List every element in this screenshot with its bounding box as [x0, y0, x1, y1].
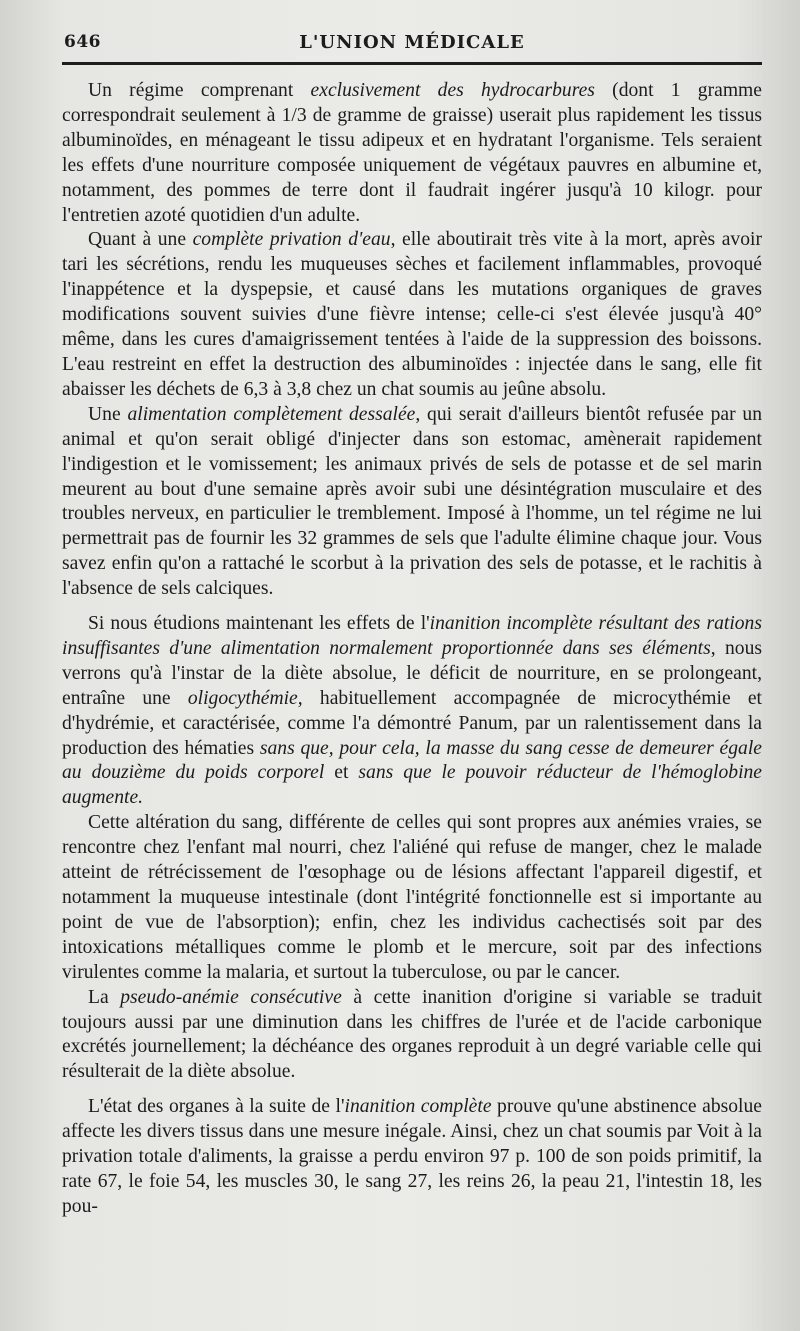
text-run: La	[88, 986, 121, 1008]
text-run: Une	[88, 403, 128, 425]
text-run: L'état des organes à la suite de l'	[88, 1096, 345, 1118]
page-number: 646	[64, 32, 101, 52]
running-title: L'UNION MÉDICALE	[299, 32, 525, 53]
italic-run: sans que, pour cela, la masse du sang cesse de demeurer égale au douzième du poids corporel	[62, 737, 762, 784]
italic-run: inanition complète	[344, 1096, 492, 1118]
text-run: Un régime comprenant	[88, 80, 311, 101]
text-run: Cette altération du sang, différente de celles qui sont propres aux anémies vraies, se rencontre chez l'enfant mal nourri, chez l'aliéné qui refuse de manger, chez le malade atteint de rétrécissement de l'œsophage ou de lésions affectant l'appareil digestif, et notamment la muqueuse intestinale (dont l'intégrité fonctionnelle est si importante au point de vue de l'absorption); enfin, chez les individus cachectisés soit par des intoxications métalliques comme le plomb et le mercure, soit par des infections virulentes comme la malaria, et surtout la tuberculose, ou par le cancer.	[62, 812, 762, 983]
italic-run: sans que le pouvoir réducteur de l'hémoglobine augmente.	[62, 762, 762, 809]
italic-run: inanition incomplète résultant des rations insuffisantes d'une alimentation normalement proportionnée dans ses éléments	[62, 613, 762, 659]
italic-run: pseudo-anémie consécutive	[120, 986, 342, 1008]
header-rule	[62, 62, 762, 65]
paragraph-alteration-sang	[62, 811, 762, 985]
text-run: et	[324, 762, 359, 784]
text-run: Quant à une	[88, 229, 193, 251]
text-run: , qui serait d'ailleurs bientôt refusée par un animal et qu'on serait obligé d'injecter dans son estomac, amènerait rapidement l'indigestion et le vomissement; les animaux privés de sels de potasse et de sel marin meurent au bout d'une semaine après avoir subi une désintégration musculaire et des troubles nerveux, en particulier le tremblement. Imposé à l'homme, un tel régime ne lui permettrait pas de fournir les 32 grammes de sels que l'adulte élimine chaque jour. Vous savez enfin qu'on a rattaché le scorbut à la privation des sels de potasse, et le rachitis à l'absence de sels calciques.	[62, 403, 762, 600]
paragraph-pseudo-anemie	[62, 986, 762, 1086]
text-run: Si nous étudions maintenant les effets de l'	[88, 613, 430, 635]
text-run: (dont 1 gramme correspondrait seulement à 1/3 de gramme de graisse) userait plus rapidement les tissus albuminoïdes, en ménageant le tissu adipeux et en hydratant l'organisme. Tels seraient les effets d'une nourriture composée uniquement de végétaux pauvres en albumine et, notamment, des pommes de terre dont il faudrait ingérer jusqu'à 10 kilogr. pour l'entretien azoté quotidien d'un adulte.	[62, 80, 762, 226]
article-body	[62, 79, 762, 1220]
text-run: habituellement accompagnée de microcythémie et d'hydrémie, et caractérisée, comme l'a démontré Panum, par un ralentissement dans la production des hématies	[62, 687, 763, 759]
italic-run: complète privation d'eau	[192, 229, 391, 251]
paragraph-inanition-incomplete	[62, 612, 762, 811]
text-run: , elle aboutirait très vite à la mort, après avoir tari les sécrétions, rendu les muqueuses sèches et facilement inflammables, provoqué l'inappétence et la dyspepsie, et causé dans les mutations organiques de graves modifications souvent suivies d'une fièvre intense; celle-ci s'est élevée jusqu'à 40° même, dans les cures d'amaigrissement tentées à l'aide de la suppression des boissons. L'eau restreint en effet la destruction des albuminoïdes : injectée dans le sang, elle fit abaisser les déchets de 6,3 à 3,8 chez un chat soumis au jeûne absolu.	[62, 229, 762, 400]
paragraph-etat-organes	[62, 1095, 762, 1220]
paragraph-alimentation-dessalee	[62, 403, 762, 602]
text-run: prouve qu'une abstinence absolue affecte les divers tissus dans une mesure inégale. Ainsi, chez un chat soumis par Voit à la privation totale d'aliments, la graisse a perdu environ 97 p. 100 de son poids primitif, la rate 67, le foie 54, les muscles 30, le sang 27, les reins 26, la peau 21, l'intestin 18, les pou-	[62, 1096, 762, 1217]
italic-run: exclusivement des hydrocarbures	[310, 80, 595, 101]
italic-run: oligocythémie,	[187, 687, 303, 709]
paragraph-privation-eau	[62, 228, 762, 402]
italic-run: alimentation complètement dessalée	[127, 403, 416, 425]
text-run: , nous verrons qu'à l'instar de la diète absolue, le déficit de nourriture, en se prolongeant, entraîne une	[62, 637, 762, 709]
page-header	[62, 26, 762, 58]
paragraph-hydrocarbures	[62, 79, 762, 228]
text-run: à cette inanition d'origine si variable se traduit toujours aussi par une diminution dans les chiffres de l'urée et de l'acide carbonique excrétés journellement; la déchéance des organes reproduit à un degré variable celle qui résulterait de la diète absolue.	[62, 986, 762, 1083]
